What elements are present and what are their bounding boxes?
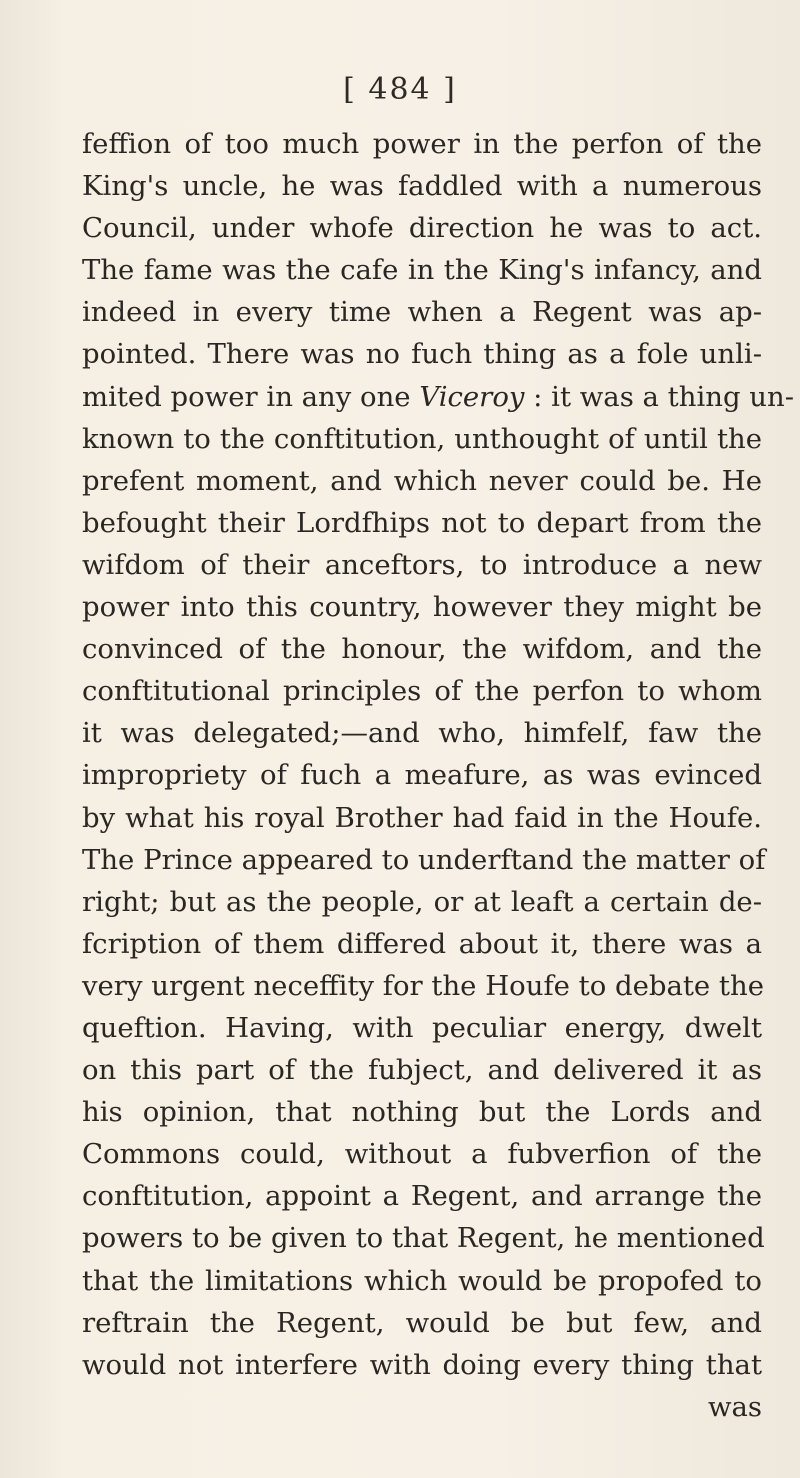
text-line: powers to be given to that Regent, he mentioned (82, 1222, 765, 1255)
text-line: known to the conftitution, unthought of until the (82, 422, 762, 455)
text-line: convinced of the honour, the wifdom, and the (82, 633, 762, 666)
text-line: would not interfere with doing every thing that (82, 1348, 762, 1381)
italic-word: Viceroy (419, 380, 525, 413)
text-line: wifdom of their anceftors, to introduce a new (82, 548, 762, 581)
text-line: queftion. Having, with peculiar energy, dwelt (82, 1011, 762, 1044)
text-line: reftrain the Regent, would be but few, and (82, 1306, 762, 1339)
text-line: his opinion, that nothing but the Lords and (82, 1096, 762, 1129)
text-line: indeed in every time when a Regent was ap- (82, 296, 762, 329)
text-line: King's uncle, he was faddled with a numerous (82, 170, 762, 203)
text-line: impropriety of fuch a meafure, as was evinced (82, 759, 762, 792)
text-line: by what his royal Brother had faid in the Houfe. (82, 801, 762, 834)
text-line: prefent moment, and which never could be. He (82, 464, 762, 497)
text-line: befought their Lordfhips not to depart from the (82, 506, 762, 539)
text-line: feffion of too much power in the perfon of the (82, 128, 762, 160)
text-line: it was delegated;—and who, himfelf, faw the (82, 717, 762, 750)
text-line: The Prince appeared to underftand the matter of (82, 843, 766, 876)
text-line: power into this country, however they might be (82, 591, 762, 624)
body-text (82, 123, 795, 1428)
text-line: that the limitations which would be propofed to (82, 1264, 762, 1297)
text-line: Commons could, without a fubverfion of the (82, 1138, 762, 1171)
text-line: conftitution, appoint a Regent, and arrange the (82, 1180, 762, 1213)
text-line: pointed. There was no fuch thing as a fole unli- (82, 338, 762, 371)
text-line: on this part of the fubject, and delivered it as (82, 1054, 762, 1087)
text-line: very urgent neceffity for the Houfe to debate the (82, 969, 764, 1002)
text-line: Council, under whofe direction he was to act. (82, 212, 762, 245)
text-line: conftitutional principles of the perfon to whom (82, 675, 762, 708)
text-line: fcription of them differed about it, there was a (82, 927, 762, 960)
text-line: The fame was the cafe in the King's infancy, and (82, 254, 762, 287)
text-line: right; but as the people, or at leaft a certain de- (82, 885, 762, 918)
catchword: was (707, 1390, 762, 1423)
text-line: mited power in any one Viceroy : it was a thing un- (82, 380, 795, 413)
page-number-header: [ 484 ] (343, 72, 457, 107)
